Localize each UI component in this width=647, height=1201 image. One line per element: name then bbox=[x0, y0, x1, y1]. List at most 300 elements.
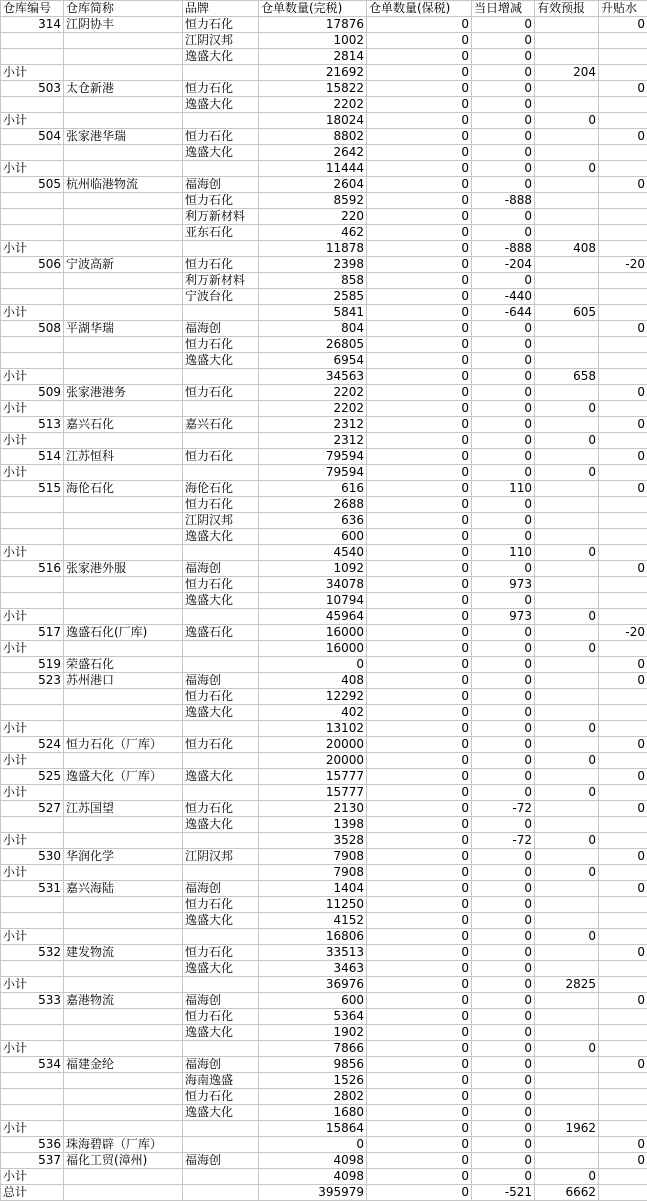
cell-warehouse-name bbox=[64, 785, 183, 801]
cell-warehouse-code: 小计 bbox=[1, 305, 64, 321]
cell-warehouse-name bbox=[64, 305, 183, 321]
cell-brand: 逸盛大化 bbox=[183, 145, 259, 161]
cell-warehouse-name bbox=[64, 161, 183, 177]
cell-warehouse-name: 苏州港口 bbox=[64, 673, 183, 689]
cell-qty-bonded: 0 bbox=[367, 145, 472, 161]
cell-valid-forecast: 6662 bbox=[535, 1185, 599, 1201]
table-row bbox=[1, 1057, 647, 1073]
cell-warehouse-code: 小计 bbox=[1, 1169, 64, 1185]
cell-qty-duty-paid: 33513 bbox=[259, 945, 367, 961]
cell-warehouse-name bbox=[64, 497, 183, 513]
cell-qty-duty-paid: 2312 bbox=[259, 433, 367, 449]
cell-warehouse-code bbox=[1, 337, 64, 353]
cell-qty-duty-paid: 4152 bbox=[259, 913, 367, 929]
cell-valid-forecast bbox=[535, 353, 599, 369]
cell-brand bbox=[183, 1185, 259, 1201]
cell-premium-discount bbox=[599, 1121, 647, 1137]
cell-daily-change: 0 bbox=[472, 961, 535, 977]
cell-brand: 逸盛大化 bbox=[183, 1025, 259, 1041]
cell-premium-discount: 0 bbox=[599, 737, 647, 753]
table-row bbox=[1, 1073, 647, 1089]
cell-warehouse-name bbox=[64, 913, 183, 929]
cell-daily-change: 0 bbox=[472, 385, 535, 401]
cell-warehouse-name bbox=[64, 49, 183, 65]
cell-qty-duty-paid: 79594 bbox=[259, 465, 367, 481]
cell-qty-bonded: 0 bbox=[367, 113, 472, 129]
table-row bbox=[1, 369, 647, 385]
cell-warehouse-code: 517 bbox=[1, 625, 64, 641]
cell-qty-bonded: 0 bbox=[367, 545, 472, 561]
header-warehouse-code: 仓库编号 bbox=[1, 1, 64, 17]
cell-warehouse-name: 建发物流 bbox=[64, 945, 183, 961]
cell-premium-discount: 0 bbox=[599, 561, 647, 577]
cell-qty-bonded: 0 bbox=[367, 753, 472, 769]
cell-qty-bonded: 0 bbox=[367, 289, 472, 305]
cell-qty-bonded: 0 bbox=[367, 97, 472, 113]
cell-warehouse-name bbox=[64, 401, 183, 417]
table-row bbox=[1, 593, 647, 609]
cell-qty-bonded: 0 bbox=[367, 385, 472, 401]
table-row bbox=[1, 801, 647, 817]
cell-qty-bonded: 0 bbox=[367, 1089, 472, 1105]
cell-qty-duty-paid: 4098 bbox=[259, 1153, 367, 1169]
cell-daily-change: 0 bbox=[472, 817, 535, 833]
cell-qty-duty-paid: 3463 bbox=[259, 961, 367, 977]
cell-daily-change: 0 bbox=[472, 145, 535, 161]
cell-qty-duty-paid: 7908 bbox=[259, 849, 367, 865]
cell-warehouse-name bbox=[64, 193, 183, 209]
cell-warehouse-code bbox=[1, 97, 64, 113]
cell-warehouse-name: 珠海碧辟（厂库） bbox=[64, 1137, 183, 1153]
cell-warehouse-code: 514 bbox=[1, 449, 64, 465]
cell-qty-bonded: 0 bbox=[367, 801, 472, 817]
cell-warehouse-name bbox=[64, 241, 183, 257]
cell-warehouse-code bbox=[1, 913, 64, 929]
cell-warehouse-code: 516 bbox=[1, 561, 64, 577]
table-row bbox=[1, 33, 647, 49]
cell-premium-discount bbox=[599, 1073, 647, 1089]
cell-brand: 恒力石化 bbox=[183, 1009, 259, 1025]
cell-premium-discount bbox=[599, 465, 647, 481]
cell-daily-change: 0 bbox=[472, 977, 535, 993]
cell-warehouse-code bbox=[1, 209, 64, 225]
cell-daily-change: 0 bbox=[472, 1009, 535, 1025]
cell-warehouse-code: 小计 bbox=[1, 545, 64, 561]
cell-warehouse-code: 533 bbox=[1, 993, 64, 1009]
cell-warehouse-name bbox=[64, 577, 183, 593]
cell-warehouse-name bbox=[64, 465, 183, 481]
cell-qty-duty-paid: 600 bbox=[259, 993, 367, 1009]
cell-premium-discount bbox=[599, 33, 647, 49]
cell-daily-change: 0 bbox=[472, 705, 535, 721]
cell-premium-discount bbox=[599, 1089, 647, 1105]
table-row bbox=[1, 817, 647, 833]
cell-premium-discount: 0 bbox=[599, 945, 647, 961]
cell-brand: 逸盛大化 bbox=[183, 913, 259, 929]
cell-premium-discount bbox=[599, 353, 647, 369]
cell-daily-change: 0 bbox=[472, 369, 535, 385]
cell-valid-forecast bbox=[535, 881, 599, 897]
table-row bbox=[1, 929, 647, 945]
cell-warehouse-name: 张家港外服 bbox=[64, 561, 183, 577]
cell-daily-change: 973 bbox=[472, 577, 535, 593]
cell-brand: 恒力石化 bbox=[183, 689, 259, 705]
cell-valid-forecast bbox=[535, 209, 599, 225]
cell-qty-bonded: 0 bbox=[367, 529, 472, 545]
cell-daily-change: 0 bbox=[472, 849, 535, 865]
cell-daily-change: 0 bbox=[472, 433, 535, 449]
cell-warehouse-code: 小计 bbox=[1, 241, 64, 257]
cell-qty-bonded: 0 bbox=[367, 449, 472, 465]
cell-premium-discount bbox=[599, 369, 647, 385]
cell-valid-forecast bbox=[535, 417, 599, 433]
cell-brand bbox=[183, 369, 259, 385]
cell-qty-bonded: 0 bbox=[367, 433, 472, 449]
cell-daily-change: 0 bbox=[472, 513, 535, 529]
cell-warehouse-code: 504 bbox=[1, 129, 64, 145]
cell-daily-change: 0 bbox=[472, 753, 535, 769]
cell-daily-change: 0 bbox=[472, 465, 535, 481]
table-row bbox=[1, 865, 647, 881]
cell-premium-discount bbox=[599, 577, 647, 593]
table-row bbox=[1, 225, 647, 241]
cell-daily-change: 0 bbox=[472, 177, 535, 193]
cell-premium-discount bbox=[599, 833, 647, 849]
header-daily-change: 当日增减 bbox=[472, 1, 535, 17]
cell-qty-duty-paid: 4098 bbox=[259, 1169, 367, 1185]
table-row bbox=[1, 481, 647, 497]
cell-brand: 海南逸盛 bbox=[183, 1073, 259, 1089]
cell-daily-change: 0 bbox=[472, 1025, 535, 1041]
table-row bbox=[1, 961, 647, 977]
cell-brand bbox=[183, 113, 259, 129]
cell-brand: 恒力石化 bbox=[183, 897, 259, 913]
cell-warehouse-code bbox=[1, 193, 64, 209]
cell-premium-discount: 0 bbox=[599, 417, 647, 433]
cell-qty-duty-paid: 1398 bbox=[259, 817, 367, 833]
cell-brand: 恒力石化 bbox=[183, 17, 259, 33]
cell-warehouse-name bbox=[64, 897, 183, 913]
cell-daily-change: -888 bbox=[472, 193, 535, 209]
cell-daily-change: 0 bbox=[472, 993, 535, 1009]
header-qty-duty-paid: 仓单数量(完税) bbox=[259, 1, 367, 17]
cell-qty-bonded: 0 bbox=[367, 257, 472, 273]
table-row bbox=[1, 1137, 647, 1153]
cell-daily-change: 0 bbox=[472, 641, 535, 657]
cell-qty-duty-paid: 2312 bbox=[259, 417, 367, 433]
cell-qty-bonded: 0 bbox=[367, 657, 472, 673]
cell-qty-bonded: 0 bbox=[367, 625, 472, 641]
cell-warehouse-code: 513 bbox=[1, 417, 64, 433]
cell-daily-change: 0 bbox=[472, 625, 535, 641]
cell-valid-forecast bbox=[535, 513, 599, 529]
cell-brand: 江阴汉邦 bbox=[183, 33, 259, 49]
cell-brand bbox=[183, 657, 259, 673]
cell-valid-forecast bbox=[535, 273, 599, 289]
cell-valid-forecast bbox=[535, 321, 599, 337]
table-row bbox=[1, 721, 647, 737]
table-row bbox=[1, 1153, 647, 1169]
cell-brand: 福海创 bbox=[183, 177, 259, 193]
table-row bbox=[1, 881, 647, 897]
table-row bbox=[1, 625, 647, 641]
cell-brand bbox=[183, 609, 259, 625]
cell-warehouse-code: 小计 bbox=[1, 433, 64, 449]
cell-daily-change: -72 bbox=[472, 801, 535, 817]
cell-warehouse-name bbox=[64, 1089, 183, 1105]
cell-qty-bonded: 0 bbox=[367, 1105, 472, 1121]
table-row bbox=[1, 913, 647, 929]
table-row bbox=[1, 145, 647, 161]
cell-warehouse-name bbox=[64, 529, 183, 545]
cell-qty-bonded: 0 bbox=[367, 65, 472, 81]
cell-warehouse-name bbox=[64, 65, 183, 81]
cell-warehouse-code bbox=[1, 49, 64, 65]
cell-warehouse-code: 506 bbox=[1, 257, 64, 273]
cell-qty-duty-paid: 0 bbox=[259, 1137, 367, 1153]
cell-valid-forecast bbox=[535, 177, 599, 193]
cell-qty-duty-paid: 2398 bbox=[259, 257, 367, 273]
cell-valid-forecast bbox=[535, 705, 599, 721]
cell-brand bbox=[183, 65, 259, 81]
cell-warehouse-name bbox=[64, 113, 183, 129]
cell-brand bbox=[183, 545, 259, 561]
cell-qty-duty-paid: 12292 bbox=[259, 689, 367, 705]
cell-qty-duty-paid: 9856 bbox=[259, 1057, 367, 1073]
table-row bbox=[1, 65, 647, 81]
cell-valid-forecast: 0 bbox=[535, 113, 599, 129]
cell-warehouse-code: 523 bbox=[1, 673, 64, 689]
cell-qty-duty-paid: 7908 bbox=[259, 865, 367, 881]
table-row bbox=[1, 129, 647, 145]
cell-warehouse-name bbox=[64, 593, 183, 609]
cell-qty-bonded: 0 bbox=[367, 337, 472, 353]
cell-qty-bonded: 0 bbox=[367, 129, 472, 145]
cell-valid-forecast bbox=[535, 897, 599, 913]
cell-warehouse-code: 小计 bbox=[1, 1121, 64, 1137]
cell-warehouse-name: 嘉兴石化 bbox=[64, 417, 183, 433]
cell-warehouse-name bbox=[64, 225, 183, 241]
cell-daily-change: 0 bbox=[472, 97, 535, 113]
header-brand: 品牌 bbox=[183, 1, 259, 17]
cell-valid-forecast bbox=[535, 817, 599, 833]
cell-qty-duty-paid: 2202 bbox=[259, 385, 367, 401]
cell-brand: 逸盛大化 bbox=[183, 769, 259, 785]
table-row bbox=[1, 609, 647, 625]
cell-daily-change: 0 bbox=[472, 225, 535, 241]
table-row bbox=[1, 465, 647, 481]
table-row bbox=[1, 257, 647, 273]
cell-qty-duty-paid: 1526 bbox=[259, 1073, 367, 1089]
cell-daily-change: 0 bbox=[472, 129, 535, 145]
cell-valid-forecast: 204 bbox=[535, 65, 599, 81]
cell-premium-discount bbox=[599, 705, 647, 721]
cell-valid-forecast: 0 bbox=[535, 1041, 599, 1057]
cell-warehouse-code bbox=[1, 705, 64, 721]
cell-premium-discount bbox=[599, 497, 647, 513]
cell-warehouse-name bbox=[64, 1073, 183, 1089]
table-row bbox=[1, 497, 647, 513]
cell-qty-duty-paid: 2130 bbox=[259, 801, 367, 817]
cell-qty-bonded: 0 bbox=[367, 1121, 472, 1137]
cell-warehouse-name bbox=[64, 33, 183, 49]
cell-warehouse-code: 505 bbox=[1, 177, 64, 193]
table-row bbox=[1, 305, 647, 321]
cell-daily-change: 0 bbox=[472, 913, 535, 929]
cell-valid-forecast bbox=[535, 625, 599, 641]
cell-premium-discount bbox=[599, 689, 647, 705]
cell-premium-discount bbox=[599, 513, 647, 529]
cell-valid-forecast bbox=[535, 1025, 599, 1041]
table-row bbox=[1, 689, 647, 705]
cell-warehouse-name: 嘉兴海陆 bbox=[64, 881, 183, 897]
cell-daily-change: 0 bbox=[472, 785, 535, 801]
cell-brand: 恒力石化 bbox=[183, 801, 259, 817]
cell-warehouse-name: 嘉港物流 bbox=[64, 993, 183, 1009]
cell-brand: 福海创 bbox=[183, 881, 259, 897]
cell-qty-bonded: 0 bbox=[367, 1057, 472, 1073]
cell-daily-change: 0 bbox=[472, 657, 535, 673]
cell-qty-duty-paid: 3528 bbox=[259, 833, 367, 849]
cell-warehouse-name: 张家港华瑞 bbox=[64, 129, 183, 145]
cell-qty-bonded: 0 bbox=[367, 481, 472, 497]
cell-qty-duty-paid: 21692 bbox=[259, 65, 367, 81]
cell-qty-bonded: 0 bbox=[367, 193, 472, 209]
cell-premium-discount: 0 bbox=[599, 129, 647, 145]
table-row bbox=[1, 641, 647, 657]
cell-brand: 福海创 bbox=[183, 1153, 259, 1169]
table-row bbox=[1, 161, 647, 177]
cell-warehouse-code: 小计 bbox=[1, 465, 64, 481]
cell-brand: 福海创 bbox=[183, 993, 259, 1009]
cell-valid-forecast: 0 bbox=[535, 929, 599, 945]
cell-qty-bonded: 0 bbox=[367, 273, 472, 289]
cell-qty-bonded: 0 bbox=[367, 465, 472, 481]
cell-qty-bonded: 0 bbox=[367, 1185, 472, 1201]
cell-valid-forecast: 0 bbox=[535, 1169, 599, 1185]
cell-daily-change: 0 bbox=[472, 1089, 535, 1105]
table-body bbox=[1, 1, 647, 1201]
cell-qty-duty-paid: 636 bbox=[259, 513, 367, 529]
cell-qty-duty-paid: 16000 bbox=[259, 625, 367, 641]
cell-premium-discount bbox=[599, 113, 647, 129]
cell-premium-discount bbox=[599, 241, 647, 257]
table-row bbox=[1, 1009, 647, 1025]
cell-valid-forecast: 0 bbox=[535, 833, 599, 849]
cell-daily-change: 0 bbox=[472, 1073, 535, 1089]
cell-daily-change: 0 bbox=[472, 1169, 535, 1185]
cell-warehouse-name bbox=[64, 1169, 183, 1185]
cell-warehouse-name bbox=[64, 1025, 183, 1041]
cell-qty-duty-paid: 11444 bbox=[259, 161, 367, 177]
cell-qty-duty-paid: 20000 bbox=[259, 737, 367, 753]
cell-warehouse-name: 逸盛大化（厂库） bbox=[64, 769, 183, 785]
cell-daily-change: 0 bbox=[472, 737, 535, 753]
cell-daily-change: 0 bbox=[472, 113, 535, 129]
cell-brand: 福海创 bbox=[183, 1057, 259, 1073]
cell-valid-forecast bbox=[535, 49, 599, 65]
cell-brand: 逸盛大化 bbox=[183, 705, 259, 721]
cell-brand: 利万新材料 bbox=[183, 209, 259, 225]
cell-brand: 逸盛大化 bbox=[183, 353, 259, 369]
cell-valid-forecast: 658 bbox=[535, 369, 599, 385]
cell-warehouse-name bbox=[64, 833, 183, 849]
cell-premium-discount bbox=[599, 209, 647, 225]
cell-premium-discount: 0 bbox=[599, 321, 647, 337]
cell-qty-bonded: 0 bbox=[367, 737, 472, 753]
cell-warehouse-code: 小计 bbox=[1, 785, 64, 801]
cell-warehouse-code bbox=[1, 689, 64, 705]
cell-warehouse-name: 逸盛石化(厂库) bbox=[64, 625, 183, 641]
cell-brand: 恒力石化 bbox=[183, 945, 259, 961]
cell-qty-bonded: 0 bbox=[367, 993, 472, 1009]
cell-qty-duty-paid: 5841 bbox=[259, 305, 367, 321]
table-row bbox=[1, 177, 647, 193]
cell-valid-forecast bbox=[535, 481, 599, 497]
cell-daily-change: 0 bbox=[472, 673, 535, 689]
table-row bbox=[1, 1121, 647, 1137]
cell-qty-duty-paid: 600 bbox=[259, 529, 367, 545]
cell-premium-discount bbox=[599, 65, 647, 81]
cell-brand: 逸盛大化 bbox=[183, 529, 259, 545]
cell-qty-bonded: 0 bbox=[367, 225, 472, 241]
cell-premium-discount bbox=[599, 337, 647, 353]
cell-qty-bonded: 0 bbox=[367, 209, 472, 225]
cell-qty-duty-paid: 8802 bbox=[259, 129, 367, 145]
cell-warehouse-code bbox=[1, 273, 64, 289]
cell-valid-forecast bbox=[535, 289, 599, 305]
cell-qty-bonded: 0 bbox=[367, 897, 472, 913]
cell-qty-duty-paid: 15822 bbox=[259, 81, 367, 97]
cell-daily-change: -72 bbox=[472, 833, 535, 849]
cell-premium-discount: 0 bbox=[599, 1057, 647, 1073]
cell-premium-discount bbox=[599, 193, 647, 209]
cell-qty-duty-paid: 8592 bbox=[259, 193, 367, 209]
table-row bbox=[1, 577, 647, 593]
cell-premium-discount bbox=[599, 1105, 647, 1121]
cell-qty-bonded: 0 bbox=[367, 1073, 472, 1089]
cell-warehouse-code: 527 bbox=[1, 801, 64, 817]
cell-qty-bonded: 0 bbox=[367, 1169, 472, 1185]
cell-warehouse-name: 江阴协丰 bbox=[64, 17, 183, 33]
cell-warehouse-code bbox=[1, 593, 64, 609]
table-row bbox=[1, 81, 647, 97]
cell-qty-duty-paid: 17876 bbox=[259, 17, 367, 33]
table-row bbox=[1, 17, 647, 33]
table-row bbox=[1, 945, 647, 961]
cell-warehouse-code: 小计 bbox=[1, 401, 64, 417]
cell-warehouse-name: 恒力石化（厂库） bbox=[64, 737, 183, 753]
table-row bbox=[1, 769, 647, 785]
cell-valid-forecast bbox=[535, 129, 599, 145]
cell-qty-duty-paid: 16806 bbox=[259, 929, 367, 945]
header-premium-discount: 升贴水 bbox=[599, 1, 647, 17]
table-row bbox=[1, 449, 647, 465]
table-row bbox=[1, 353, 647, 369]
table-row bbox=[1, 1169, 647, 1185]
cell-warehouse-code: 525 bbox=[1, 769, 64, 785]
cell-valid-forecast bbox=[535, 193, 599, 209]
cell-valid-forecast bbox=[535, 257, 599, 273]
cell-brand bbox=[183, 401, 259, 417]
cell-qty-duty-paid: 16000 bbox=[259, 641, 367, 657]
cell-valid-forecast: 605 bbox=[535, 305, 599, 321]
cell-warehouse-code: 小计 bbox=[1, 609, 64, 625]
cell-qty-duty-paid: 2604 bbox=[259, 177, 367, 193]
cell-warehouse-name bbox=[64, 545, 183, 561]
cell-qty-duty-paid: 6954 bbox=[259, 353, 367, 369]
cell-qty-bonded: 0 bbox=[367, 33, 472, 49]
